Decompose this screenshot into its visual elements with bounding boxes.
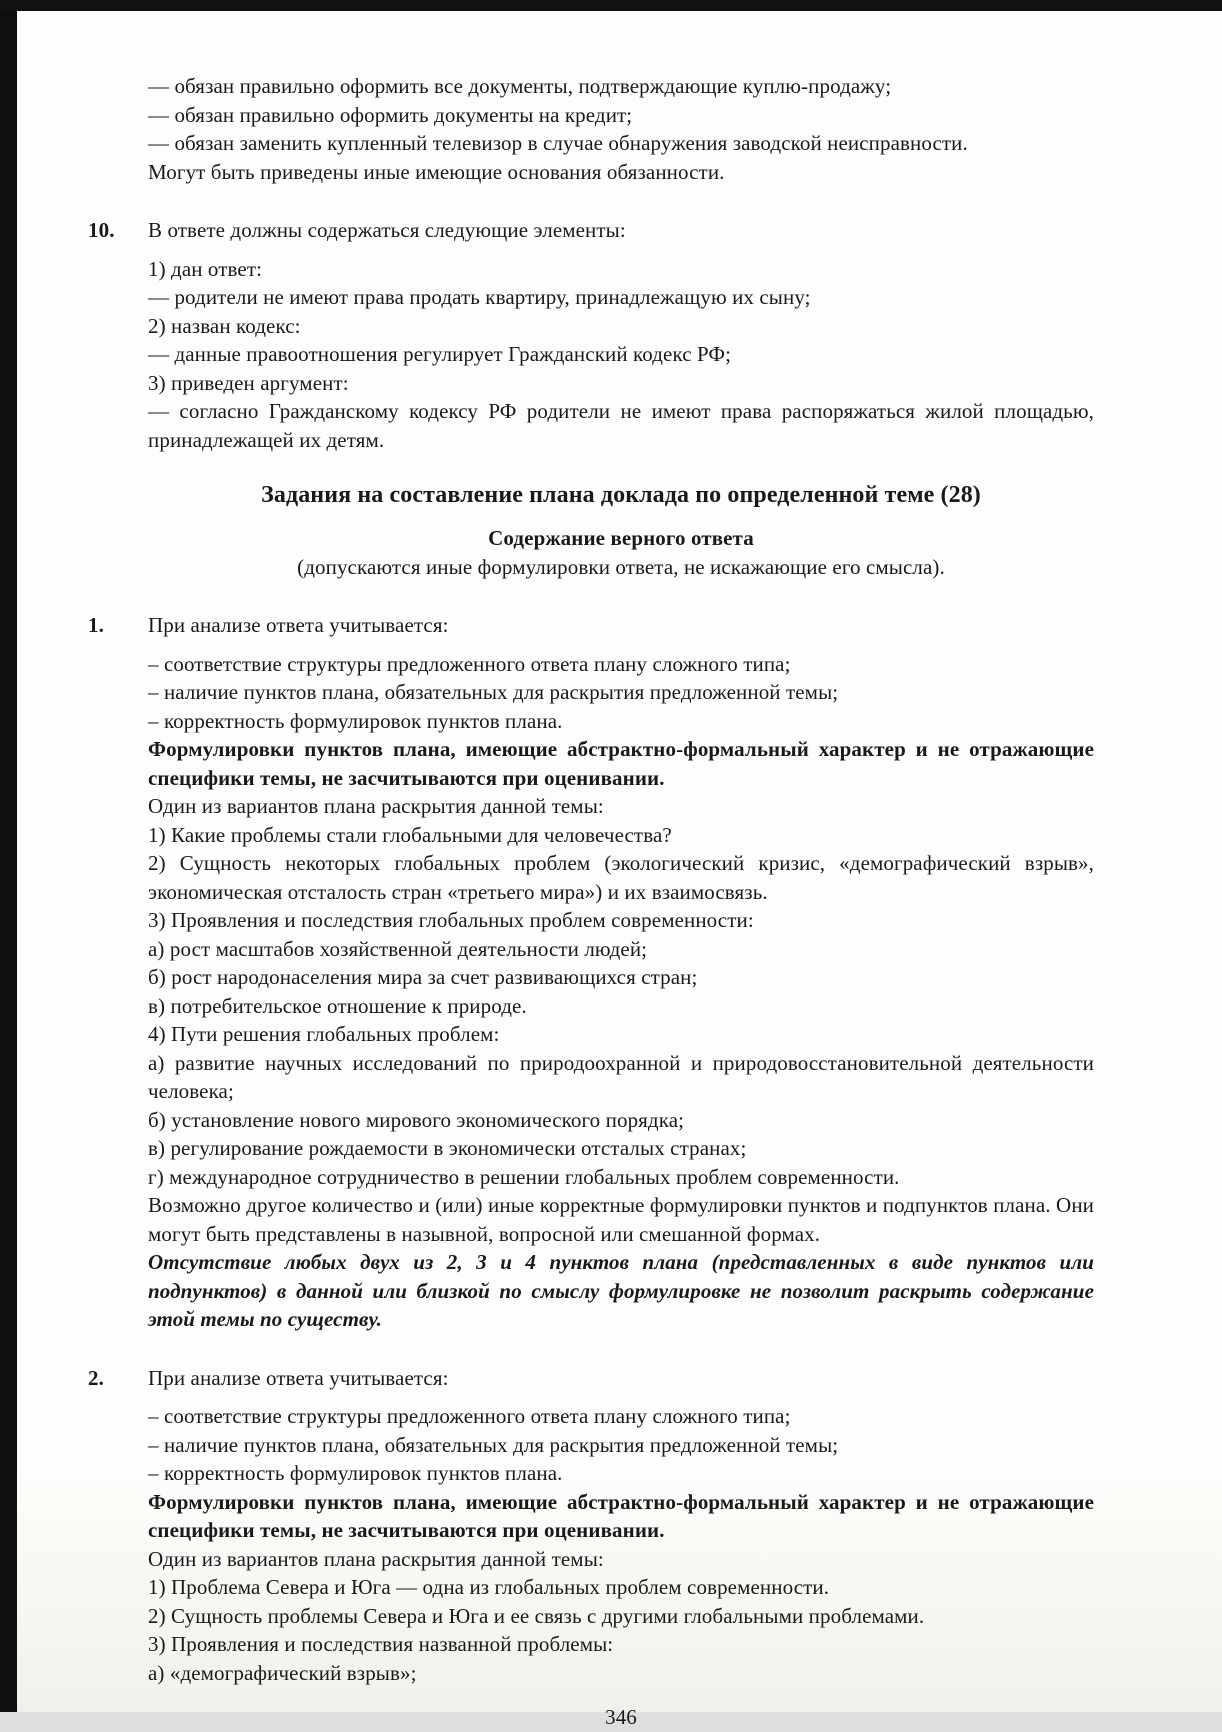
scan-edge-left — [0, 0, 17, 1712]
plan-line: 4) Пути решения глобальных проблем: — [148, 1022, 500, 1046]
text-line: — родители не имеют права продать квартиру, принадлежащую их сыну; — [148, 285, 811, 309]
subsection-title: Содержание верного ответа — [488, 526, 754, 550]
text-line: Могут быть приведены иные имеющие основания обязанности. — [148, 159, 725, 184]
text-line: 2) назван кодекс: — [148, 313, 301, 338]
criterion-line: – наличие пунктов плана, обязательных для раскрытия предложенной темы; — [148, 680, 839, 704]
section-title: Задания на составление плана доклада по определенной теме (28) — [261, 482, 981, 508]
bold-note: Формулировки пунктов плана, имеющие абстрактно-формальный характер и не отражающие специфики темы, не засчитываются при оценивании. — [148, 737, 1094, 790]
plan-line: 2) Сущность проблемы Севера и Юга и ее связь с другими глобальными проблемами. — [148, 1603, 925, 1628]
criterion-line: – соответствие структуры предложенного ответа плану сложного типа; — [148, 1404, 791, 1428]
plan-line: б) установление нового мирового экономического порядка; — [148, 1107, 685, 1132]
plan-line: а) рост масштабов хозяйственной деятельности людей; — [148, 936, 648, 961]
answer-item-1 — [88, 611, 1094, 1334]
page-content — [88, 72, 1094, 1732]
text-line: 3) приведен аргумент: — [148, 370, 349, 395]
plan-line: 1) Проблема Севера и Юга — одна из глобальных проблем современности. — [148, 1575, 830, 1599]
item-intro: В ответе должны содержаться следующие элементы: — [148, 218, 626, 242]
subsection-note: (допускаются иные формулировки ответа, не искажающие его смысла). — [297, 554, 945, 579]
text-line: — данные правоотношения регулирует Гражданский кодекс РФ; — [148, 342, 732, 366]
scan-edge-top — [0, 0, 1222, 11]
item-number: 1. — [88, 613, 104, 637]
page-number: 346 — [605, 1705, 637, 1729]
item-number: 10. — [88, 218, 115, 242]
plan-line: а) «демографический взрыв»; — [148, 1660, 417, 1685]
plan-line: 3) Проявления и последствия глобальных проблем современности: — [148, 908, 754, 932]
plan-line: 1) Какие проблемы стали глобальными для человечества? — [148, 822, 672, 847]
text-line: — обязан правильно оформить документы на кредит; — [148, 102, 633, 127]
item-intro: При анализе ответа учитывается: — [148, 613, 449, 637]
answer-block-continuation — [148, 72, 1094, 186]
answer-item-10 — [88, 216, 1094, 454]
criterion-line: – наличие пунктов плана, обязательных для раскрытия предложенной темы; — [148, 1432, 839, 1457]
plan-intro: Один из вариантов плана раскрытия данной темы: — [148, 1546, 604, 1571]
plan-line: б) рост народонаселения мира за счет развивающихся стран; — [148, 965, 698, 989]
plan-line: в) регулирование рождаемости в экономически отсталых странах; — [148, 1136, 747, 1160]
italic-note: Отсутствие любых двух из 2, 3 и 4 пунктов плана (представленных в виде пунктов или подпунктов) в данной или близкой по смыслу формулировке не позволит раскрыть содержание этой темы по существу. — [148, 1250, 1094, 1331]
criterion-line: – корректность формулировок пунктов плана. — [148, 1461, 563, 1485]
plan-line: 2) Сущность некоторых глобальных проблем (экологический кризис, «демографический взрыв», экономическая отсталость стран «третьего мира») и их взаимосвязь. — [148, 851, 1094, 904]
item-number: 2. — [88, 1365, 104, 1390]
answer-item-2 — [88, 1364, 1094, 1688]
text-line: 1) дан ответ: — [148, 256, 263, 281]
plan-line: г) международное сотрудничество в решении глобальных проблем современности. — [148, 1164, 900, 1189]
item-intro: При анализе ответа учитывается: — [148, 1365, 449, 1390]
text-line: — обязан заменить купленный телевизор в случае обнаружения заводской неисправности. — [148, 131, 968, 155]
plan-line: а) развитие научных исследований по природоохранной и природовосстановительной деятельности человека; — [148, 1050, 1094, 1103]
text-line: — согласно Гражданскому кодексу РФ родители не имеют права распоряжаться жилой площадью, принадлежащей их детям. — [148, 399, 1094, 452]
plan-intro: Один из вариантов плана раскрытия данной темы: — [148, 794, 604, 818]
criterion-line: – соответствие структуры предложенного ответа плану сложного типа; — [148, 651, 791, 676]
text-line: — обязан правильно оформить все документы, подтверждающие куплю-продажу; — [148, 74, 892, 98]
plan-line: в) потребительское отношение к природе. — [148, 993, 527, 1018]
criterion-line: – корректность формулировок пунктов плана. — [148, 708, 563, 733]
closing-note: Возможно другое количество и (или) иные корректные формулировки пунктов и подпунктов плана. Они могут быть представлены в назывной, вопросной или смешанной формах. — [148, 1193, 1094, 1246]
plan-line: 3) Проявления и последствия названной проблемы: — [148, 1632, 614, 1656]
bold-note: Формулировки пунктов плана, имеющие абстрактно-формальный характер и не отражающие специфики темы, не засчитываются при оценивании. — [148, 1489, 1094, 1542]
